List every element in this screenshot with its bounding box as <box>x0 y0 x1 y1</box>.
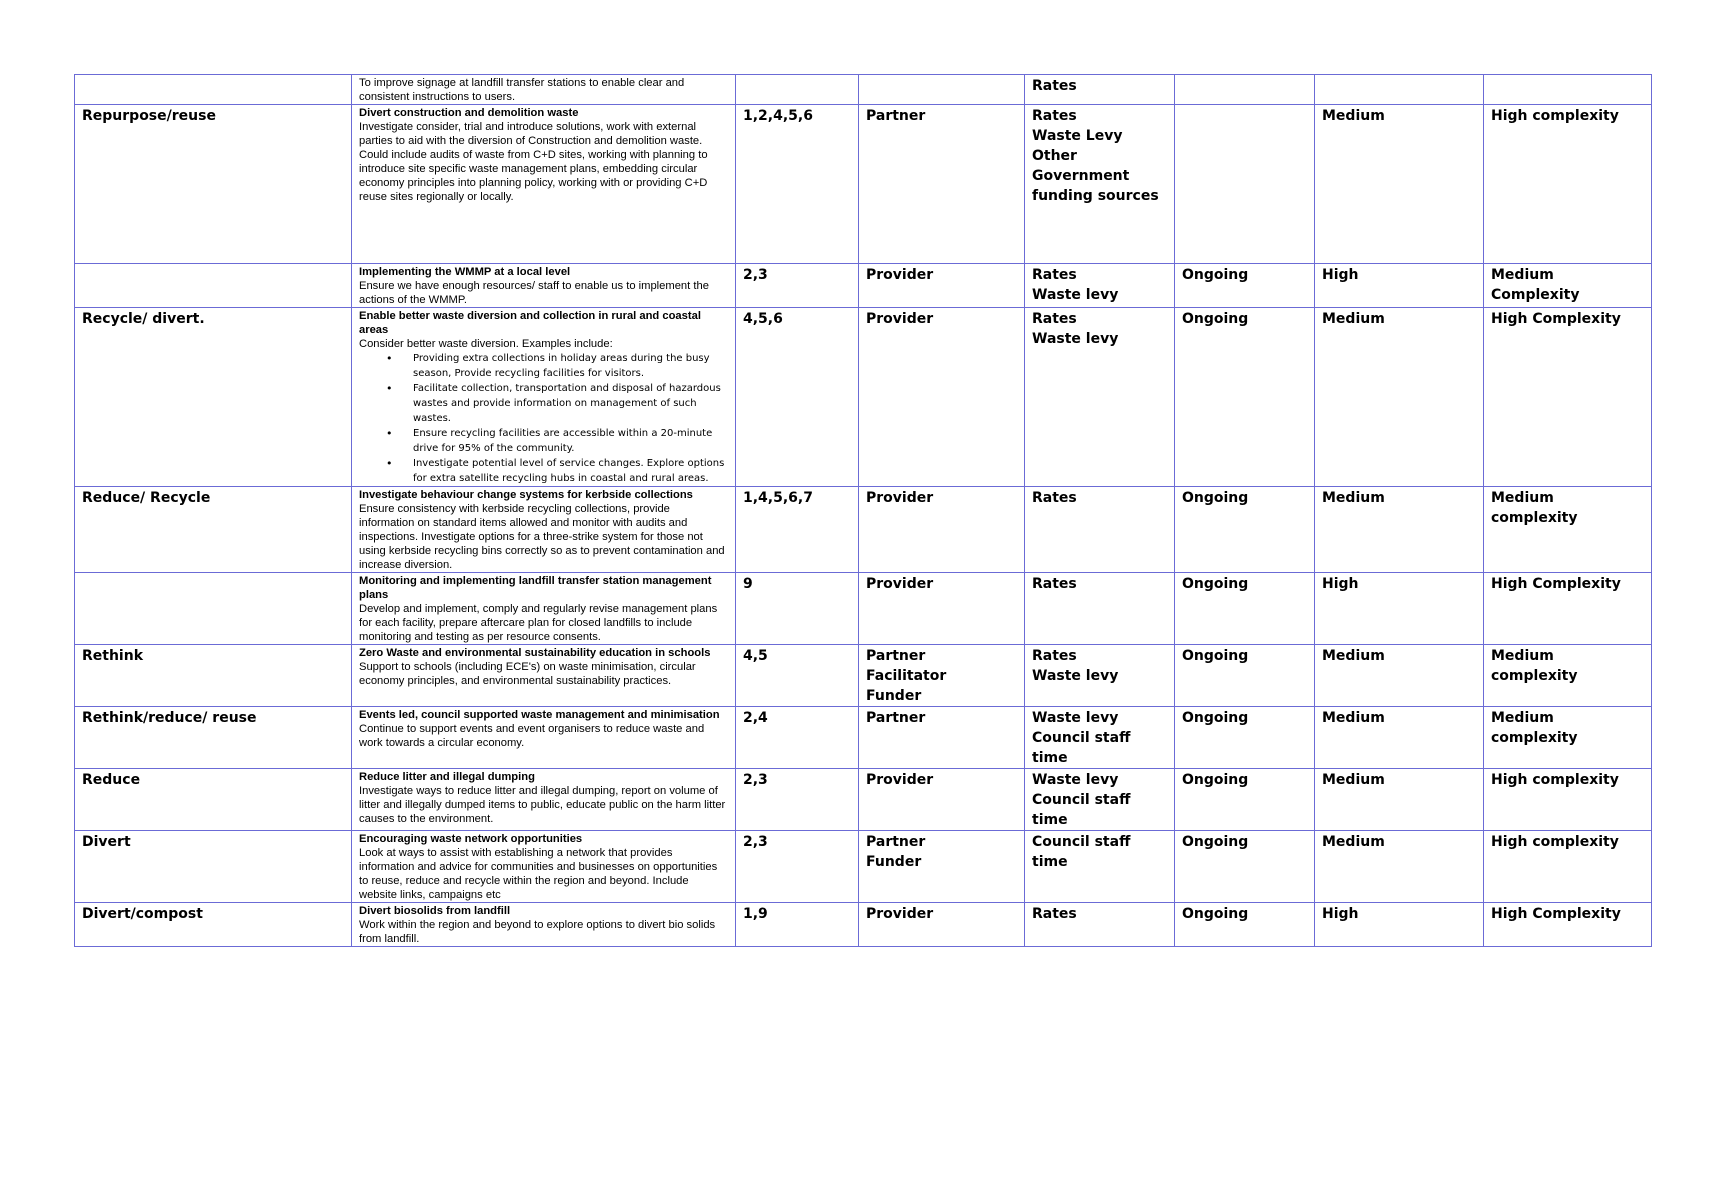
action-title: Zero Waste and environmental sustainability education in schools <box>359 647 711 659</box>
objectives-cell <box>736 105 859 264</box>
action-description-cell <box>352 264 736 308</box>
action-title: Divert construction and demolition waste <box>359 107 579 119</box>
table-row <box>75 831 1652 903</box>
action-body: Support to schools (including ECE's) on waste minimisation, circular economy principles, and environmental sustainability practices. <box>359 661 696 687</box>
priority-value: Medium <box>1322 108 1385 124</box>
priority-value: High <box>1322 906 1359 922</box>
priority-value: High <box>1322 267 1359 283</box>
priority-cell <box>1315 264 1484 308</box>
funding-value: Waste levy <box>1032 287 1119 303</box>
category-cell <box>75 707 352 769</box>
role-value: Provider <box>866 906 934 922</box>
action-body: Investigate ways to reduce litter and illegal dumping, report on volume of litter and illegally dumped items to public, educate public on the harm litter causes to the environment. <box>359 785 726 825</box>
category-cell <box>75 573 352 645</box>
action-title: Implementing the WMMP at a local level <box>359 266 571 278</box>
category-label: Rethink/reduce/ reuse <box>82 710 257 726</box>
action-description-cell <box>352 645 736 707</box>
funding-value: Rates <box>1032 490 1077 506</box>
funding-cell <box>1025 487 1175 573</box>
funding-value: Rates <box>1032 906 1077 922</box>
action-description-cell <box>352 707 736 769</box>
complexity-cell <box>1484 707 1652 769</box>
action-title: Monitoring and implementing landfill transfer station management plans <box>359 575 712 601</box>
action-title: Events led, council supported waste management and minimisation <box>359 709 720 721</box>
objectives-cell <box>736 75 859 105</box>
timeframe-value: Ongoing <box>1182 906 1249 922</box>
objectives-value: 1,4,5,6,7 <box>743 490 813 506</box>
funding-cell <box>1025 831 1175 903</box>
priority-cell <box>1315 487 1484 573</box>
category-cell <box>75 105 352 264</box>
objectives-value: 9 <box>743 576 753 592</box>
action-description-cell <box>352 308 736 487</box>
timeframe-cell <box>1175 308 1315 487</box>
category-cell <box>75 308 352 487</box>
table-row <box>75 573 1652 645</box>
timeframe-value: Ongoing <box>1182 311 1249 327</box>
funding-cell <box>1025 75 1175 105</box>
complexity-cell <box>1484 769 1652 831</box>
action-title: Investigate behaviour change systems for kerbside collections <box>359 489 693 501</box>
objectives-cell <box>736 769 859 831</box>
objectives-value: 1,2,4,5,6 <box>743 108 813 124</box>
timeframe-cell <box>1175 769 1315 831</box>
funding-value: Rates <box>1032 576 1077 592</box>
priority-value: Medium <box>1322 490 1385 506</box>
action-body: Ensure we have enough resources/ staff to enable us to implement the actions of the WMMP. <box>359 280 709 306</box>
action-description-cell <box>352 831 736 903</box>
category-label: Reduce/ Recycle <box>82 490 211 506</box>
priority-value: Medium <box>1322 710 1385 726</box>
complexity-cell <box>1484 105 1652 264</box>
timeframe-value: Ongoing <box>1182 648 1249 664</box>
role-value: Partner <box>866 834 926 850</box>
category-cell <box>75 487 352 573</box>
priority-value: Medium <box>1322 772 1385 788</box>
category-label: Divert <box>82 834 131 850</box>
category-cell <box>75 831 352 903</box>
category-label: Divert/compost <box>82 906 203 922</box>
action-description-cell <box>352 487 736 573</box>
role-cell <box>859 903 1025 947</box>
complexity-cell <box>1484 487 1652 573</box>
timeframe-cell <box>1175 903 1315 947</box>
objectives-cell <box>736 487 859 573</box>
complexity-cell <box>1484 264 1652 308</box>
category-label: Repurpose/reuse <box>82 108 216 124</box>
complexity-value: High Complexity <box>1491 906 1621 922</box>
timeframe-value: Ongoing <box>1182 834 1249 850</box>
action-bullet: • Ensure recycling facilities are accessible within a 20-minute drive for 95% of the community. <box>413 426 728 456</box>
funding-value: Waste levy <box>1032 668 1119 684</box>
priority-cell <box>1315 573 1484 645</box>
timeframe-cell <box>1175 105 1315 264</box>
funding-value: Rates <box>1032 108 1077 124</box>
complexity-cell <box>1484 75 1652 105</box>
role-value: Provider <box>866 311 934 327</box>
priority-cell <box>1315 75 1484 105</box>
action-title: Reduce litter and illegal dumping <box>359 771 535 783</box>
role-cell <box>859 707 1025 769</box>
timeframe-value: Ongoing <box>1182 576 1249 592</box>
funding-value: Rates <box>1032 78 1077 94</box>
table-row <box>75 645 1652 707</box>
objectives-value: 4,5 <box>743 648 768 664</box>
complexity-cell <box>1484 831 1652 903</box>
priority-value: Medium <box>1322 834 1385 850</box>
role-value: Partner <box>866 710 926 726</box>
complexity-value: High Complexity <box>1491 576 1621 592</box>
funding-cell <box>1025 645 1175 707</box>
category-label: Reduce <box>82 772 141 788</box>
action-bullet: • Investigate potential level of service changes. Explore options for extra satellite recycling hubs in coastal and rural areas. <box>413 456 728 486</box>
complexity-cell <box>1484 308 1652 487</box>
timeframe-cell <box>1175 707 1315 769</box>
objectives-cell <box>736 264 859 308</box>
objectives-value: 2,3 <box>743 267 768 283</box>
role-value: Partner <box>866 648 926 664</box>
role-cell <box>859 308 1025 487</box>
priority-cell <box>1315 769 1484 831</box>
funding-value: Waste levy <box>1032 772 1119 788</box>
funding-value: Waste levy <box>1032 331 1119 347</box>
priority-cell <box>1315 105 1484 264</box>
priority-cell <box>1315 903 1484 947</box>
table-row <box>75 487 1652 573</box>
complexity-cell <box>1484 645 1652 707</box>
category-cell <box>75 645 352 707</box>
action-title: Enable better waste diversion and collection in rural and coastal areas <box>359 310 701 336</box>
funding-value: Council staff time <box>1032 834 1131 870</box>
objectives-value: 4,5,6 <box>743 311 783 327</box>
timeframe-value: Ongoing <box>1182 710 1249 726</box>
timeframe-value: Ongoing <box>1182 490 1249 506</box>
objectives-cell <box>736 645 859 707</box>
table-row <box>75 769 1652 831</box>
action-description-cell <box>352 75 736 105</box>
action-description-cell <box>352 769 736 831</box>
timeframe-cell <box>1175 264 1315 308</box>
role-value: Provider <box>866 576 934 592</box>
role-cell <box>859 645 1025 707</box>
funding-cell <box>1025 264 1175 308</box>
table-row <box>75 105 1652 264</box>
complexity-value: High complexity <box>1491 108 1619 124</box>
timeframe-cell <box>1175 573 1315 645</box>
action-title: Encouraging waste network opportunities <box>359 833 583 845</box>
funding-value: Waste Levy <box>1032 128 1123 144</box>
table-body <box>75 75 1652 947</box>
priority-value: Medium <box>1322 648 1385 664</box>
action-bullet-list <box>359 351 728 486</box>
role-value: Provider <box>866 490 934 506</box>
role-cell <box>859 264 1025 308</box>
role-cell <box>859 105 1025 264</box>
action-bullet: • Facilitate collection, transportation and disposal of hazardous wastes and provide information on management of such wastes. <box>413 381 728 426</box>
objectives-cell <box>736 903 859 947</box>
action-title: Divert biosolids from landfill <box>359 905 511 917</box>
role-value: Partner <box>866 108 926 124</box>
table-row <box>75 903 1652 947</box>
priority-cell <box>1315 831 1484 903</box>
funding-value: Rates <box>1032 267 1077 283</box>
complexity-value: Medium complexity <box>1491 710 1578 746</box>
role-cell <box>859 769 1025 831</box>
role-cell <box>859 75 1025 105</box>
timeframe-value: Ongoing <box>1182 267 1249 283</box>
complexity-value: Medium complexity <box>1491 490 1578 526</box>
role-value: Funder <box>866 854 922 870</box>
action-bullet: • Providing extra collections in holiday areas during the busy season, Provide recycling facilities for visitors. <box>413 351 728 381</box>
action-body: Consider better waste diversion. Examples include: <box>359 338 613 350</box>
action-description-cell <box>352 903 736 947</box>
action-body: Work within the region and beyond to explore options to divert bio solids from landfill. <box>359 919 716 945</box>
category-cell <box>75 264 352 308</box>
role-value: Provider <box>866 772 934 788</box>
role-cell <box>859 831 1025 903</box>
action-body: Investigate consider, trial and introduce solutions, work with external parties to aid with the diversion of Construction and demolition waste. Could include audits of waste from C+D sites, working with planning to introduce site specific waste management plans, embedding circular economy principles into planning policy, working with or providing C+D reuse sites regionally or locally. <box>359 121 708 203</box>
complexity-value: High Complexity <box>1491 311 1621 327</box>
funding-cell <box>1025 308 1175 487</box>
action-body: To improve signage at landfill transfer stations to enable clear and consistent instructions to users. <box>359 77 685 103</box>
timeframe-cell <box>1175 645 1315 707</box>
table-row <box>75 264 1652 308</box>
action-description-cell <box>352 105 736 264</box>
category-cell <box>75 75 352 105</box>
funding-cell <box>1025 105 1175 264</box>
objectives-value: 2,4 <box>743 710 768 726</box>
complexity-cell <box>1484 573 1652 645</box>
table-row <box>75 75 1652 105</box>
complexity-value: Medium Complexity <box>1491 267 1580 303</box>
category-label: Rethink <box>82 648 144 664</box>
complexity-value: High complexity <box>1491 772 1619 788</box>
category-cell <box>75 903 352 947</box>
objectives-cell <box>736 831 859 903</box>
action-body: Continue to support events and event organisers to reduce waste and work towards a circular economy. <box>359 723 705 749</box>
action-body: Ensure consistency with kerbside recycling collections, provide information on standard items allowed and monitor with audits and inspections. Investigate options for a three-strike system for those not using kerbside recycling bins correctly so as to prevent contamination and increase diversion. <box>359 503 725 571</box>
funding-cell <box>1025 903 1175 947</box>
action-body: Look at ways to assist with establishing a network that provides information and advice for communities and businesses on opportunities to reuse, reduce and recycle within the region and beyond. Include website links, campaigns etc <box>359 847 718 901</box>
priority-value: High <box>1322 576 1359 592</box>
timeframe-cell <box>1175 831 1315 903</box>
action-description-cell <box>352 573 736 645</box>
table-row <box>75 308 1652 487</box>
funding-cell <box>1025 769 1175 831</box>
timeframe-cell <box>1175 487 1315 573</box>
funding-value: Waste levy <box>1032 710 1119 726</box>
objectives-value: 1,9 <box>743 906 768 922</box>
action-body: Develop and implement, comply and regularly revise management plans for each facility, prepare aftercare plan for closed landfills to include monitoring and testing as per resource consents. <box>359 603 718 643</box>
role-cell <box>859 573 1025 645</box>
role-value: Facilitator <box>866 668 947 684</box>
funding-value: Rates <box>1032 311 1077 327</box>
objectives-value: 2,3 <box>743 772 768 788</box>
role-value: Funder <box>866 688 922 704</box>
funding-value: Council staff time <box>1032 730 1131 766</box>
complexity-value: Medium complexity <box>1491 648 1578 684</box>
complexity-cell <box>1484 903 1652 947</box>
priority-cell <box>1315 645 1484 707</box>
objectives-cell <box>736 308 859 487</box>
priority-cell <box>1315 707 1484 769</box>
table-row <box>75 707 1652 769</box>
complexity-value: High complexity <box>1491 834 1619 850</box>
funding-value: Council staff time <box>1032 792 1131 828</box>
timeframe-value: Ongoing <box>1182 772 1249 788</box>
funding-value: Rates <box>1032 648 1077 664</box>
priority-cell <box>1315 308 1484 487</box>
objectives-value: 2,3 <box>743 834 768 850</box>
role-value: Provider <box>866 267 934 283</box>
category-label: Recycle/ divert. <box>82 311 205 327</box>
role-cell <box>859 487 1025 573</box>
timeframe-cell <box>1175 75 1315 105</box>
funding-cell <box>1025 707 1175 769</box>
priority-value: Medium <box>1322 311 1385 327</box>
funding-value: Other Government funding sources <box>1032 148 1159 204</box>
category-cell <box>75 769 352 831</box>
action-plan-table <box>74 74 1652 947</box>
objectives-cell <box>736 573 859 645</box>
objectives-cell <box>736 707 859 769</box>
funding-cell <box>1025 573 1175 645</box>
